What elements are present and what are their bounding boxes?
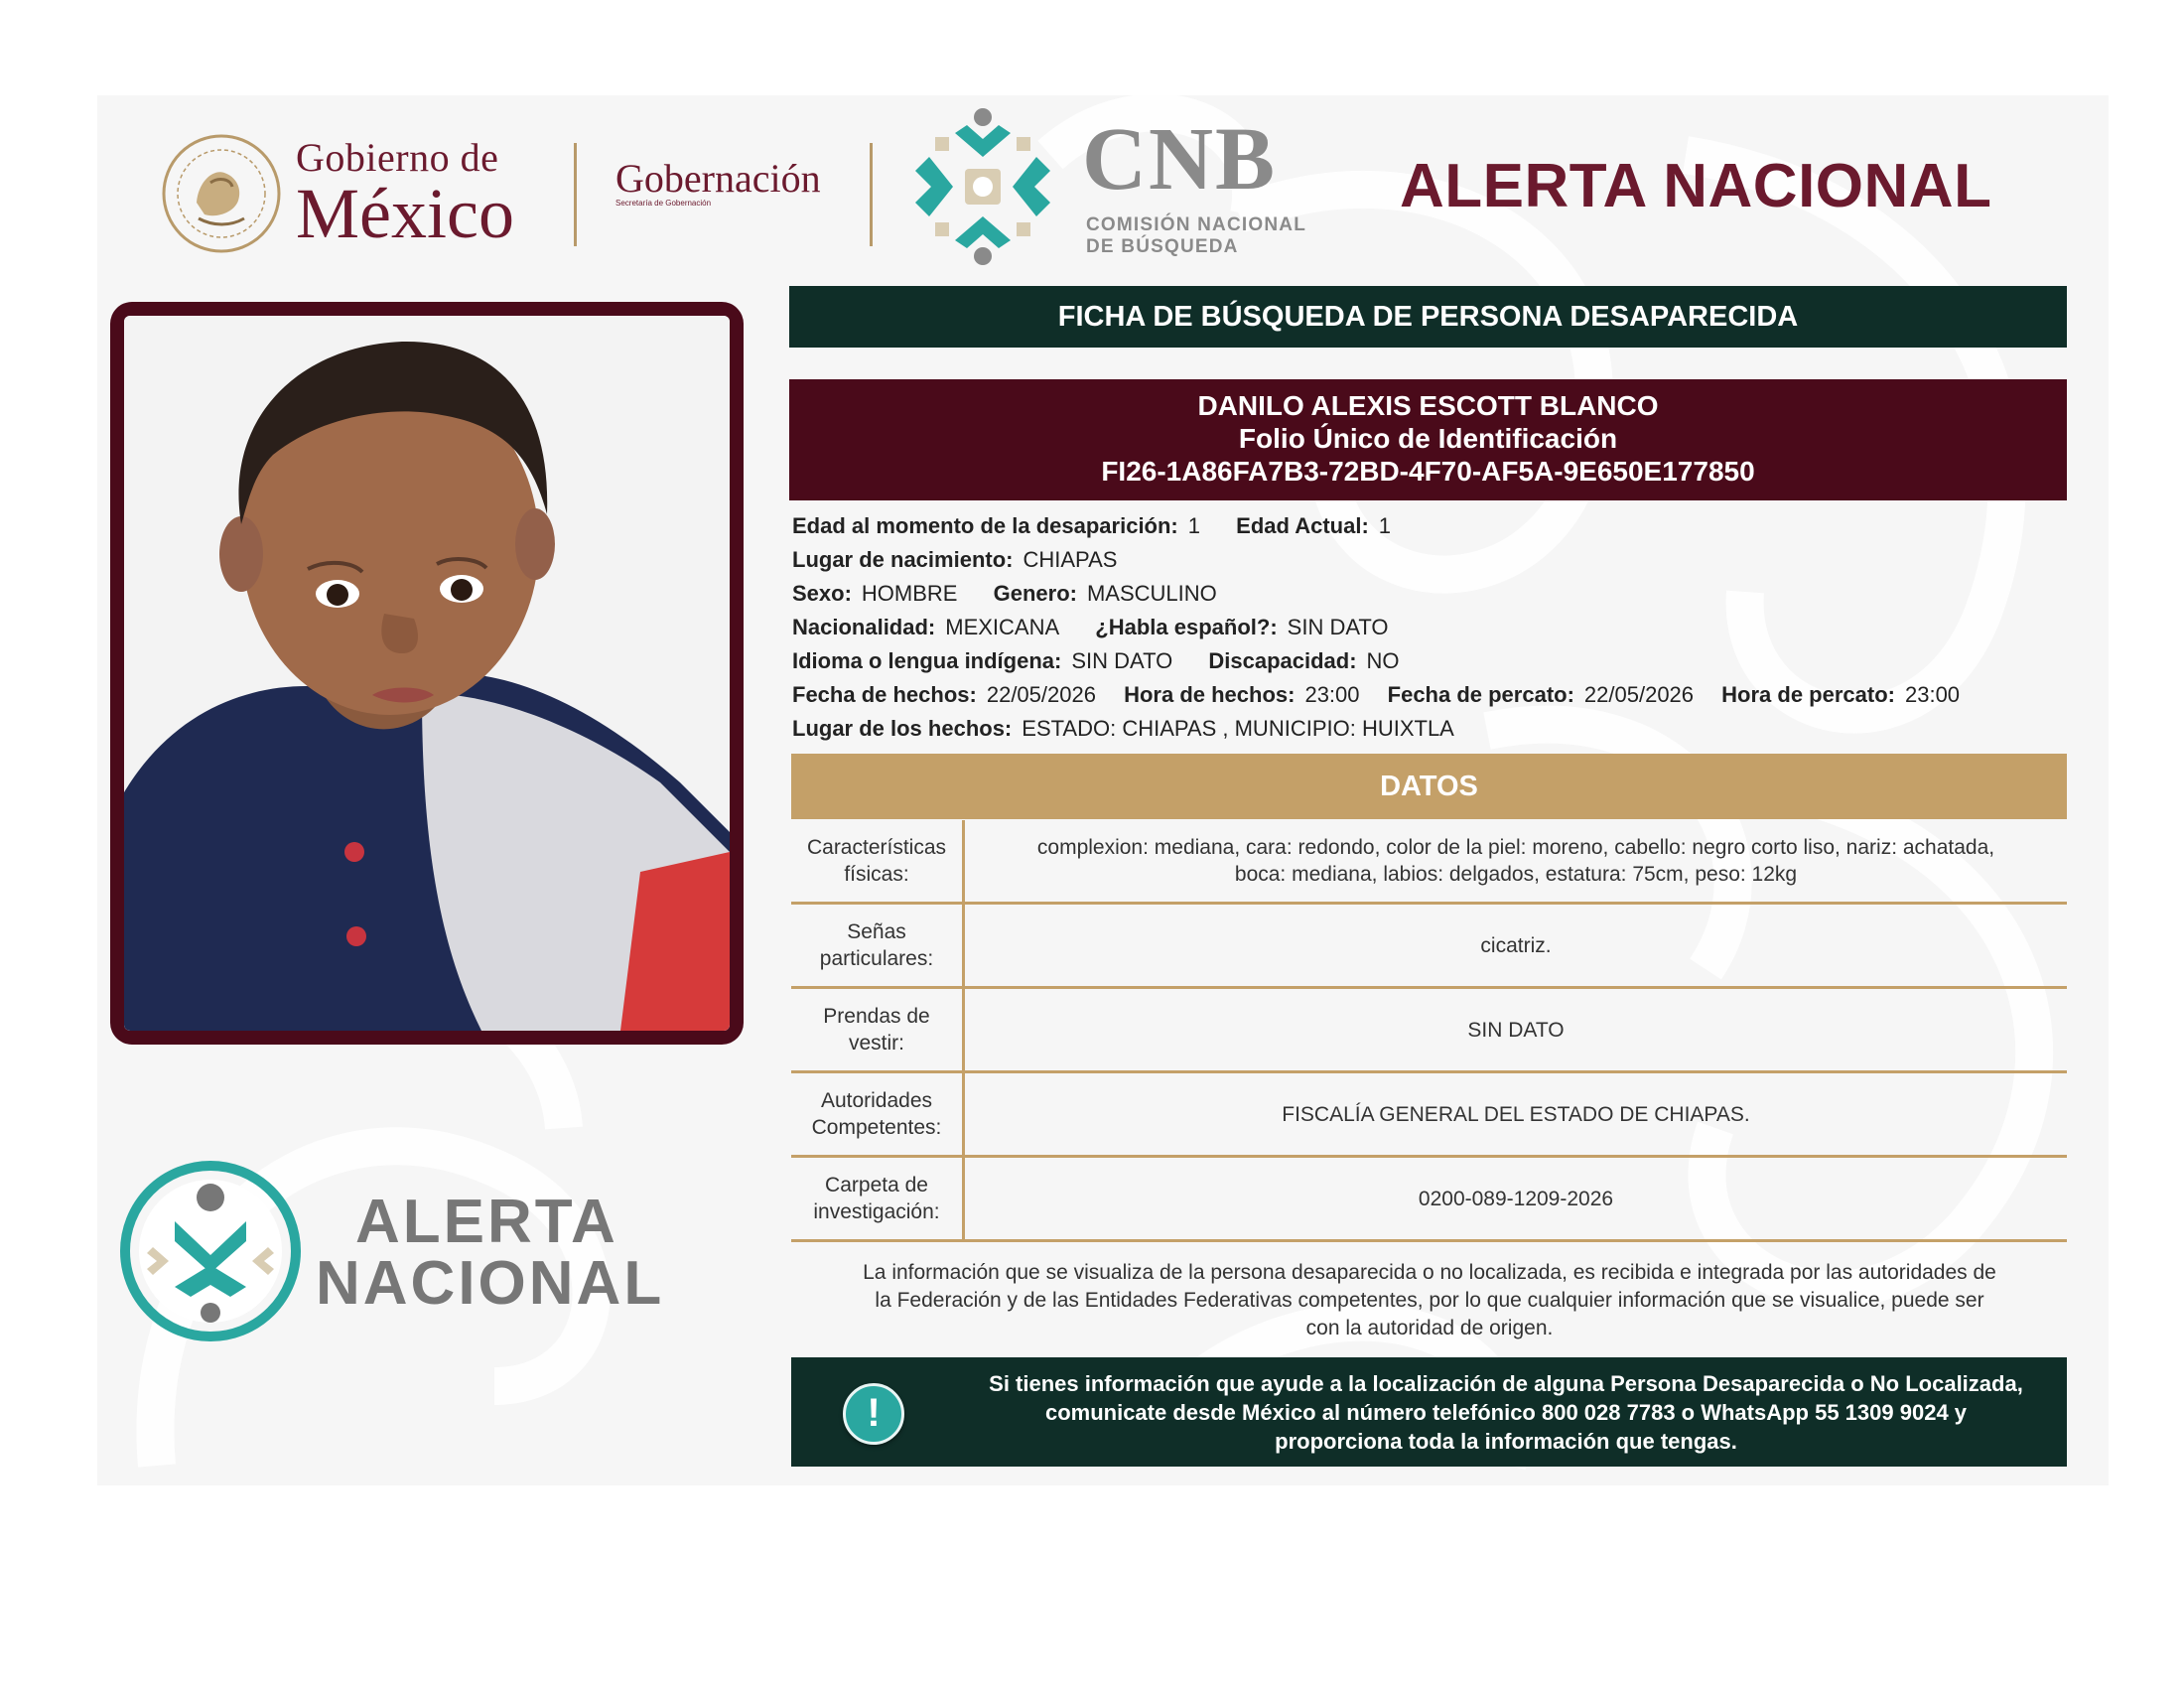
table-row <box>791 904 2067 988</box>
missing-person-photo <box>124 316 730 1031</box>
cnb-logo-text: CNB <box>1082 110 1278 209</box>
table-value-cell: cicatriz. <box>964 904 2068 988</box>
hora-percato-value: 23:00 <box>1904 682 1961 707</box>
table-value-cell: FISCALÍA GENERAL DEL ESTADO DE CHIAPAS. <box>964 1072 2068 1157</box>
fecha-percato-value: 22/05/2026 <box>1583 682 1695 707</box>
nacionalidad-value: MEXICANA <box>945 615 1060 639</box>
table-row <box>791 1072 2067 1157</box>
info-row-lugar-hechos: Lugar de los hechos: ESTADO: CHIAPAS , MUNICIPIO: HUIXTLA <box>792 716 1454 741</box>
cnb-subtitle-line-2: DE BÚSQUEDA <box>1086 236 1239 257</box>
table-row <box>791 1157 2067 1241</box>
lugar-hechos-value: ESTADO: CHIAPAS , MUNICIPIO: HUIXTLA <box>1022 716 1454 741</box>
lugar-nacimiento-value: CHIAPAS <box>1023 547 1118 572</box>
coat-of-arms-icon <box>159 131 284 256</box>
idioma-value: SIN DATO <box>1071 648 1173 673</box>
table-value-cell: 0200-089-1209-2026 <box>964 1157 2068 1241</box>
table-key-cell: Señas particulares: <box>791 904 964 988</box>
alerta-nacional-title: ALERTA NACIONAL <box>1400 152 1992 220</box>
info-row-lugar-nacimiento: Lugar de nacimiento: CHIAPAS <box>792 547 1118 572</box>
header-divider-2 <box>870 143 873 246</box>
info-row-sexo: Sexo: HOMBRE Genero: MASCULINO <box>792 581 1217 606</box>
person-name: DANILO ALEXIS ESCOTT BLANCO <box>1197 390 1659 421</box>
table-row <box>791 820 2067 904</box>
child-portrait-illustration <box>124 316 730 1031</box>
info-row-nacionalidad: Nacionalidad: MEXICANA ¿Habla español?: SIN DATO <box>792 615 1389 639</box>
person-name-bar <box>789 379 2067 500</box>
missing-person-photo-frame <box>110 302 744 1045</box>
contact-text: Si tienes información que ayude a la localización de alguna Persona Desaparecida o No Localizada, comunicate desde México al número telefónico 800 028 7783 o WhatsApp 55 1309 9024 y proporciona toda la información que tengas. <box>989 1371 2023 1454</box>
datos-title-bar: DATOS <box>791 754 2067 819</box>
edad-desaparicion-value: 1 <box>1187 513 1201 538</box>
sexo-value: HOMBRE <box>861 581 958 606</box>
info-row-edad: Edad al momento de la desaparición: 1 Edad Actual: 1 <box>792 513 1392 538</box>
discapacidad-value: NO <box>1366 648 1400 673</box>
gobernacion-logo: Gobernación <box>615 156 821 201</box>
habla-value: SIN DATO <box>1287 615 1389 639</box>
gob-line-1: Gobierno de <box>296 135 499 180</box>
cnb-subtitle-line-1: COMISIÓN NACIONAL <box>1086 214 1307 235</box>
genero-value: MASCULINO <box>1086 581 1217 606</box>
exclamation-icon: ! <box>843 1383 904 1445</box>
edad-actual-value: 1 <box>1378 513 1392 538</box>
header-divider <box>574 143 577 246</box>
table-key-cell: Autoridades Competentes: <box>791 1072 964 1157</box>
cnb-emblem-icon <box>903 107 1062 266</box>
alerta-nacional-logo-text: ALERTA NACIONAL <box>316 1188 665 1318</box>
datos-table <box>791 820 2067 1242</box>
form-title-bar: FICHA DE BÚSQUEDA DE PERSONA DESAPARECIDA <box>789 286 2067 348</box>
table-key-cell: Prendas de vestir: <box>791 988 964 1072</box>
fecha-hechos-value: 22/05/2026 <box>986 682 1096 707</box>
table-value-cell: complexion: mediana, cara: redondo, color de la piel: moreno, cabello: negro corto liso, nariz: achatada, boca: mediana, labios: delgados, estatura: 75cm, peso: 12kg <box>964 820 2068 904</box>
table-row <box>791 988 2067 1072</box>
folio-label: Folio Único de Identificación <box>1238 423 1618 454</box>
table-key-cell: Características físicas: <box>791 820 964 904</box>
info-row-idioma: Idioma o lengua indígena: SIN DATO Discapacidad: NO <box>792 648 1400 673</box>
cnb-subtitle <box>1086 214 1306 258</box>
table-value-cell: SIN DATO <box>964 988 2068 1072</box>
gobierno-de-mexico-logo <box>296 135 514 253</box>
gobernacion-subtitle: Secretaría de Gobernación <box>615 199 712 208</box>
disclaimer-text: La información que se visualiza de la persona desaparecida o no localizada, es recibida e integrada por las autoridades de la Federación y de las Entidades Federativas competentes, por lo que cualquier información que se visualice, puede ser con la autoridad de origen. <box>863 1261 1996 1339</box>
contact-info-bar <box>791 1357 2067 1467</box>
hora-hechos-value: 23:00 <box>1304 682 1360 707</box>
alerta-nacional-emblem-icon <box>117 1158 304 1344</box>
gob-line-2: México <box>296 174 514 253</box>
info-row-fechas: Fecha de hechos: 22/05/2026 Hora de hechos: 23:00 Fecha de percato: 22/05/2026 Hora de percato: 23:00 <box>792 682 1961 707</box>
table-key-cell: Carpeta de investigación: <box>791 1157 964 1241</box>
folio-number: FI26-1A86FA7B3-72BD-4F70-AF5A-9E650E177850 <box>1101 456 1755 487</box>
